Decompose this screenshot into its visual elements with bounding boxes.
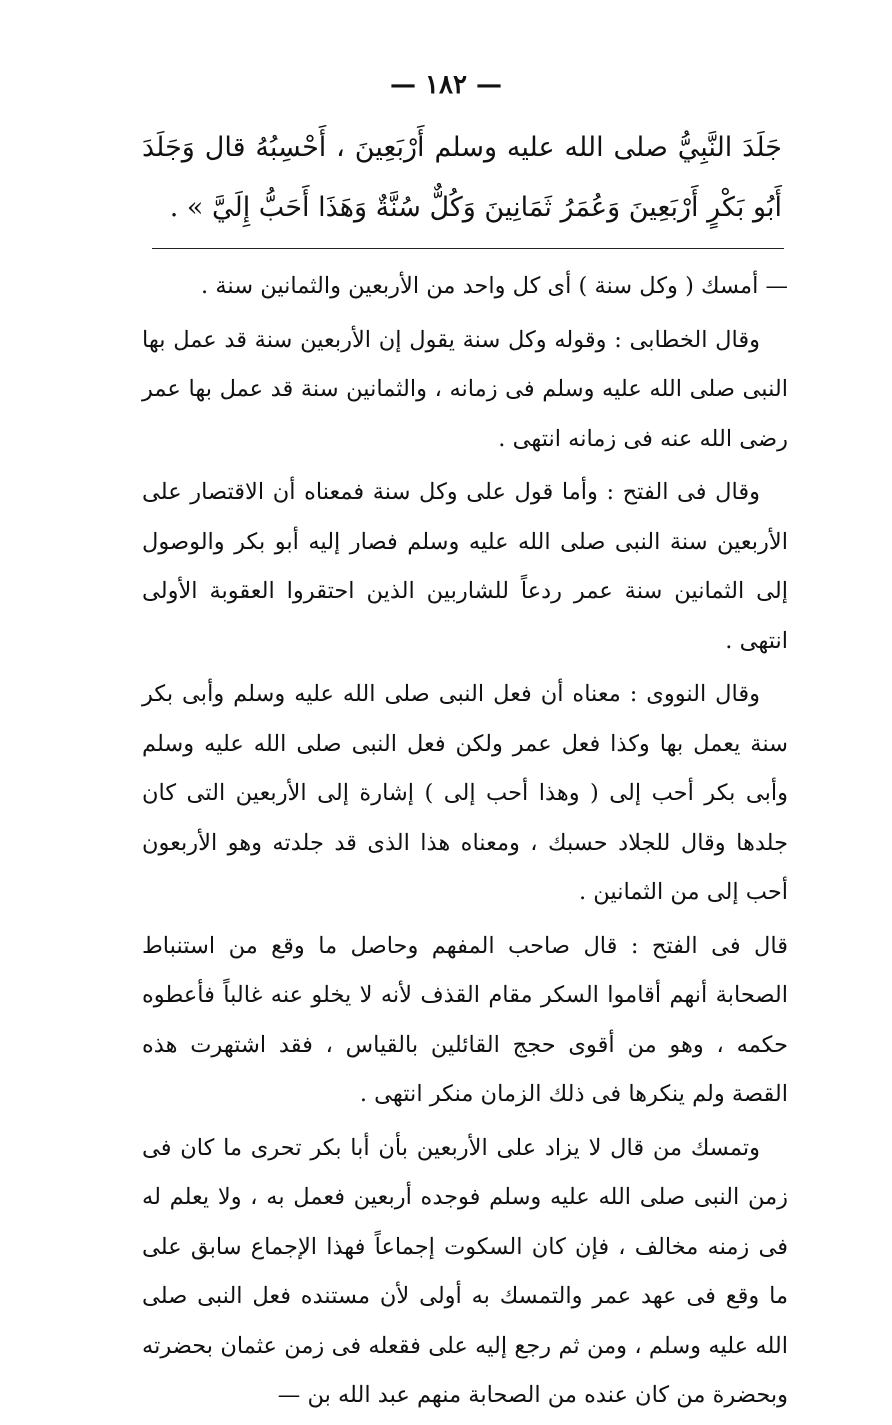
- commentary-body: [142, 262, 788, 1425]
- commentary-paragraph-5: قال فى الفتح : قال صاحب المفهم وحاصل ما وقع من استنباط الصحابة أنهم أقاموا السكر مقام القذف لأنه لا يخلو عنه غالباً فأعطوه حكمه ، وهو من أقوى حجج القائلين بالقياس ، فقد اشتهرت هذه القصة ولم ينكرها فى ذلك الزمان منكر انتهى .: [142, 932, 788, 1107]
- commentary-paragraph-3: وقال فى الفتح : وأما قول على وكل سنة فمعناه أن الاقتصار على الأربعين سنة النبى صلى الله عليه وسلم فصار إليه أبو بكر والوصول إلى الثمانين سنة عمر ردعاً للشاربين الذين احتقروا العقوبة الأولى انتهى .: [142, 479, 788, 654]
- commentary-paragraph-1: — أمسك ( وكل سنة ) أى كل واحد من الأربعين والثمانين سنة .: [201, 273, 788, 299]
- separator-line: [152, 248, 784, 249]
- hadith-text: جَلَدَ النَّبِيُّ صلى الله عليه وسلم أَرْبَعِينَ ، أَحْسِبُهُ قال وَجَلَدَ أَبُو بَكْرٍ أَرْبَعِينَ وَعُمَرُ ثَمَانِينَ وَكُلٌّ سُنَّةٌ وَهَذَا أَحَبُّ إِلَيَّ » .: [142, 132, 782, 223]
- page-number: — ١٨٢ —: [389, 70, 503, 100]
- commentary-paragraph-2: وقال الخطابى : وقوله وكل سنة يقول إن الأربعين سنة قد عمل بها النبى صلى الله عليه وسلم فى زمانه ، والثمانين سنة قد عمل بها عمر رضى الله عنه فى زمانه انتهى .: [142, 326, 788, 452]
- commentary-paragraph-4: وقال النووى : معناه أن فعل النبى صلى الله عليه وسلم وأبى بكر سنة يعمل بها وكذا فعل عمر ولكن فعل النبى صلى الله عليه وسلم وأبى بكر أحب إلى ( وهذا أحب إلى ) إشارة إلى الأربعين التى كان جلدها وقال للجلاد حسبك ، ومعناه هذا الذى قد جلدته وهو الأربعون أحب إلى من الثمانين .: [142, 681, 788, 905]
- commentary-paragraph-6: وتمسك من قال لا يزاد على الأربعين بأن أبا بكر تحرى ما كان فى زمن النبى صلى الله عليه وسلم فوجده أربعين فعمل به ، ولا يعلم له فى زمنه مخالف ، فإن كان السكوت إجماعاً فهذا الإجماع سابق على ما وقع فى عهد عمر والتمسك به أولى لأن مستنده فعل النبى صلى الله عليه وسلم ، ومن ثم رجع إليه على فقعله فى زمن عثمان بحضرته وبحضرة من كان عنده من الصحابة منهم عبد الله بن —: [142, 1134, 788, 1408]
